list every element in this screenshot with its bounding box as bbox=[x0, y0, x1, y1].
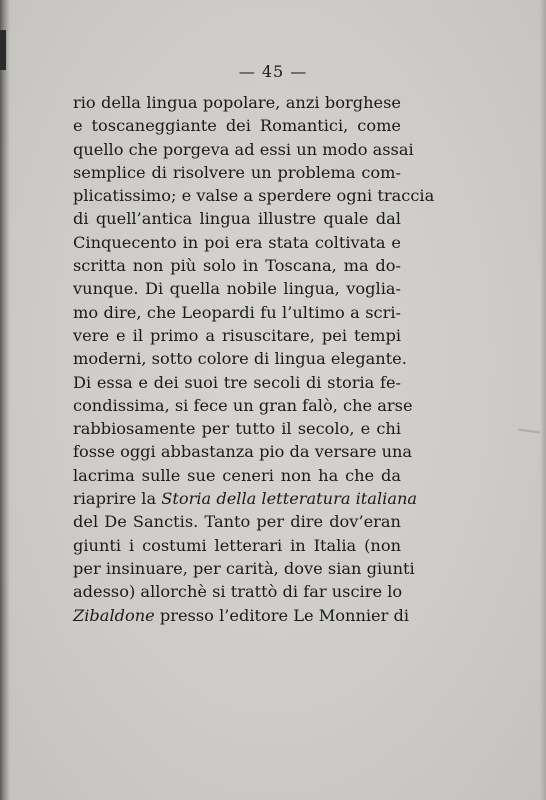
text-line bbox=[73, 487, 418, 510]
text-segment: fosse oggi abbastanza pio da versare una bbox=[73, 442, 413, 462]
page-number: — 45 — bbox=[238, 62, 308, 81]
text-line bbox=[73, 394, 413, 417]
text-line bbox=[73, 301, 401, 324]
text-line bbox=[73, 231, 401, 254]
text-segment: adesso) allorchè si trattò di far uscire lo bbox=[73, 582, 403, 602]
text-line bbox=[73, 440, 413, 463]
text-line bbox=[73, 138, 414, 161]
text-segment: rio della lingua popolare, anzi borghese bbox=[73, 93, 401, 112]
text-segment: plicatissimo; e valse a sperdere ogni traccia bbox=[73, 186, 435, 206]
text-line bbox=[73, 184, 435, 207]
text-segment: moderni, sotto colore di lingua elegante. bbox=[73, 349, 407, 369]
text-segment: presso l’editore Le Monnier di bbox=[154, 605, 410, 625]
text-segment: di quell’antica lingua illustre quale dal bbox=[73, 209, 401, 229]
text-segment: mo dire, che Leopardi fu l’ultimo a scri- bbox=[73, 302, 401, 322]
text-segment: per insinuare, per carità, dove sian giunti bbox=[73, 558, 415, 578]
text-line bbox=[73, 254, 401, 277]
italic-title: Storia della letteratura italiana bbox=[161, 489, 418, 509]
body-text bbox=[73, 91, 435, 627]
text-line bbox=[73, 277, 401, 300]
text-segment: rabbiosamente per tutto il secolo, e chi bbox=[73, 419, 401, 439]
text-segment: del De Sanctis. Tanto per dire dov’eran bbox=[73, 512, 401, 532]
text-segment: quello che porgeva ad essi un modo assai bbox=[73, 139, 414, 159]
text-segment: semplice di risolvere un problema com- bbox=[73, 162, 401, 182]
text-segment: Cinquecento in poi era stata coltivata e bbox=[73, 232, 401, 252]
page-gutter-shadow bbox=[0, 0, 10, 800]
text-line bbox=[73, 161, 401, 184]
text-segment: riaprire la bbox=[73, 489, 162, 509]
text-line bbox=[73, 604, 410, 627]
paper-mark bbox=[518, 428, 540, 433]
text-segment: giunti i costumi letterari in Italia (non bbox=[73, 535, 401, 555]
text-line bbox=[73, 510, 401, 533]
text-line bbox=[73, 347, 407, 370]
text-line bbox=[73, 324, 401, 347]
text-line bbox=[73, 91, 401, 114]
text-line bbox=[73, 114, 401, 137]
text-segment: condissima, si fece un gran falò, che arse bbox=[73, 395, 413, 415]
italic-title: Zibaldone bbox=[73, 605, 155, 625]
text-line bbox=[73, 557, 415, 580]
text-line bbox=[73, 207, 401, 230]
text-segment: vunque. Di quella nobile lingua, voglia- bbox=[73, 279, 401, 299]
text-line bbox=[73, 464, 401, 487]
text-line bbox=[73, 534, 401, 557]
text-segment: lacrima sulle sue ceneri non ha che da bbox=[73, 465, 401, 485]
text-segment: vere e il primo a risuscitare, pei tempi bbox=[73, 325, 401, 345]
text-line bbox=[73, 371, 401, 394]
text-segment: Di essa e dei suoi tre secoli di storia fe- bbox=[73, 372, 401, 392]
text-line bbox=[73, 580, 401, 603]
text-line bbox=[73, 417, 401, 440]
text-segment: scritta non più solo in Toscana, ma do- bbox=[73, 256, 401, 276]
page-edge bbox=[540, 0, 546, 800]
text-segment: e toscaneggiante dei Romantici, come bbox=[73, 116, 401, 136]
